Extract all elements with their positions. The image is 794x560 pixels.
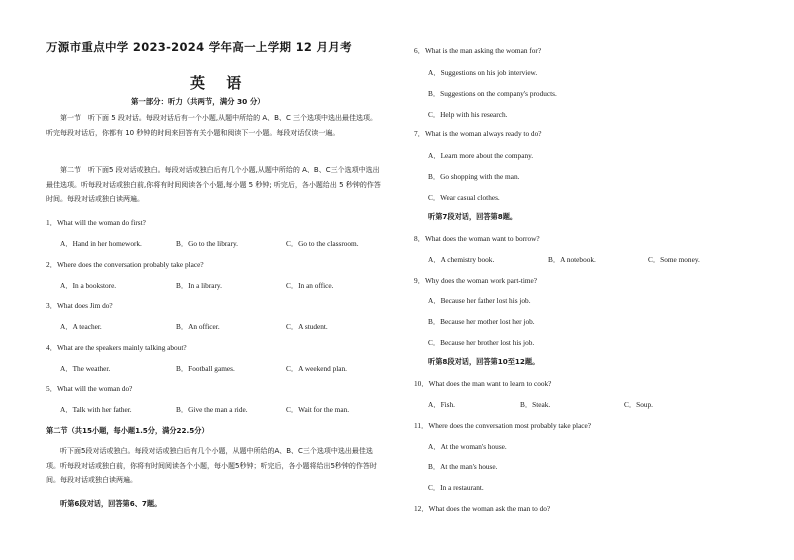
- question-1: 1．What will the woman do first?: [46, 218, 146, 227]
- page-title: 万源市重点中学 2023-2024 学年高一上学期 12 月月考: [46, 40, 352, 54]
- part-one-heading: 第一部分：听力（共两节，满分 30 分）: [131, 97, 265, 106]
- option-9c: C．Because her brother lost his job.: [428, 338, 535, 347]
- question-10: 10．What does the man want to learn to cook?: [414, 379, 552, 388]
- option-1c: C．Go to the classroom.: [286, 239, 359, 248]
- option-11a: A．At the woman's house.: [428, 442, 507, 451]
- question-9: 9．Why does the woman work part-time?: [414, 276, 537, 285]
- option-5a: A．Talk with her father.: [60, 405, 132, 414]
- question-12: 12．What does the woman ask the man to do?: [414, 504, 551, 513]
- option-5b: B．Give the man a ride.: [176, 405, 248, 414]
- option-2c: C．In an office.: [286, 281, 334, 290]
- option-6b: B．Suggestions on the company's products.: [428, 89, 557, 98]
- question-8: 8．What does the woman want to borrow?: [414, 234, 540, 243]
- question-7: 7．What is the woman always ready to do?: [414, 129, 542, 138]
- dialogue-6-note: 听第6段对话，回答第6、7题。: [60, 499, 162, 508]
- option-5c: C．Wait for the man.: [286, 405, 350, 414]
- option-10c: C．Soup.: [624, 400, 653, 409]
- section-two-heading: 第二节（共15小题，每小题1.5分，满分22.5分）: [46, 426, 209, 435]
- option-4a: A．The weather.: [60, 364, 111, 373]
- option-8c: C．Some money.: [648, 255, 700, 264]
- dialogue-8-note: 听第8段对话，回答第10至12题。: [428, 357, 540, 366]
- subject-title: 英 语: [190, 74, 250, 92]
- option-10a: A．Fish.: [428, 400, 455, 409]
- question-2: 2．Where does the conversation probably take place?: [46, 260, 204, 269]
- option-8b: B．A notebook.: [548, 255, 596, 264]
- option-1b: B．Go to the library.: [176, 239, 238, 248]
- option-2a: A．In a bookstore.: [60, 281, 117, 290]
- section-one-instructions: 第一节 听下面 5 段对话。每段对话后有一个小题,从题中所给的 A、B、C 三个选项中选出最佳选项。听完每段对话后，你都有 10 秒钟的时间来回答有关小题和阅读下一小题。每段对话仅读一遍。: [46, 114, 378, 137]
- option-4b: B．Football games.: [176, 364, 235, 373]
- option-11b: B．At the man's house.: [428, 462, 498, 471]
- option-4c: C．A weekend plan.: [286, 364, 347, 373]
- question-3: 3．What does Jim do?: [46, 301, 113, 310]
- option-6c: C．Help with his research.: [428, 110, 508, 119]
- option-8a: A．A chemistry book.: [428, 255, 495, 264]
- section-two-body: 听下面5段对话或独白。每段对话或独白后有几个小题，从题中所给的A、B、C三个选项中选出最佳选项。听每段对话或独白前，你将有时间阅读各个小题，每小题5秒钟；听完后，各小题将给出5秒钟的作答时间。每段对话或独白读两遍。: [46, 447, 377, 485]
- section-two-instructions: 第二节 听下面5 段对话或独白。每段对话或独白后有几个小题,从题中所给的 A、B、C三个选项中选出最佳选项。听每段对话或独白前,你将有时间阅读各个小题,每小题 5 秒钟; 听完后，各小题给出 5 秒钟的作答时间。每段对话或独白读两遍。: [46, 166, 381, 203]
- option-3b: B．An officer.: [176, 322, 220, 331]
- option-11c: C．In a restaurant.: [428, 483, 484, 492]
- option-7b: B．Go shopping with the man.: [428, 172, 520, 181]
- dialogue-7-note: 听第7段对话，回答第8题。: [428, 212, 518, 221]
- question-11: 11．Where does the conversation most probably take place?: [414, 421, 592, 430]
- option-1a: A．Hand in her homework.: [60, 239, 142, 248]
- option-9a: A．Because her father lost his job.: [428, 296, 531, 305]
- option-7c: C．Wear casual clothes.: [428, 193, 500, 202]
- option-6a: A．Suggestions on his job interview.: [428, 68, 538, 77]
- option-3a: A．A teacher.: [60, 322, 102, 331]
- option-10b: B．Steak.: [520, 400, 551, 409]
- option-9b: B．Because her mother lost her job.: [428, 317, 535, 326]
- question-5: 5．What will the woman do?: [46, 384, 133, 393]
- question-4: 4．What are the speakers mainly talking about?: [46, 343, 187, 352]
- option-3c: C．A student.: [286, 322, 328, 331]
- option-7a: A．Learn more about the company.: [428, 151, 534, 160]
- option-2b: B．In a library.: [176, 281, 222, 290]
- question-6: 6．What is the man asking the woman for?: [414, 46, 542, 55]
